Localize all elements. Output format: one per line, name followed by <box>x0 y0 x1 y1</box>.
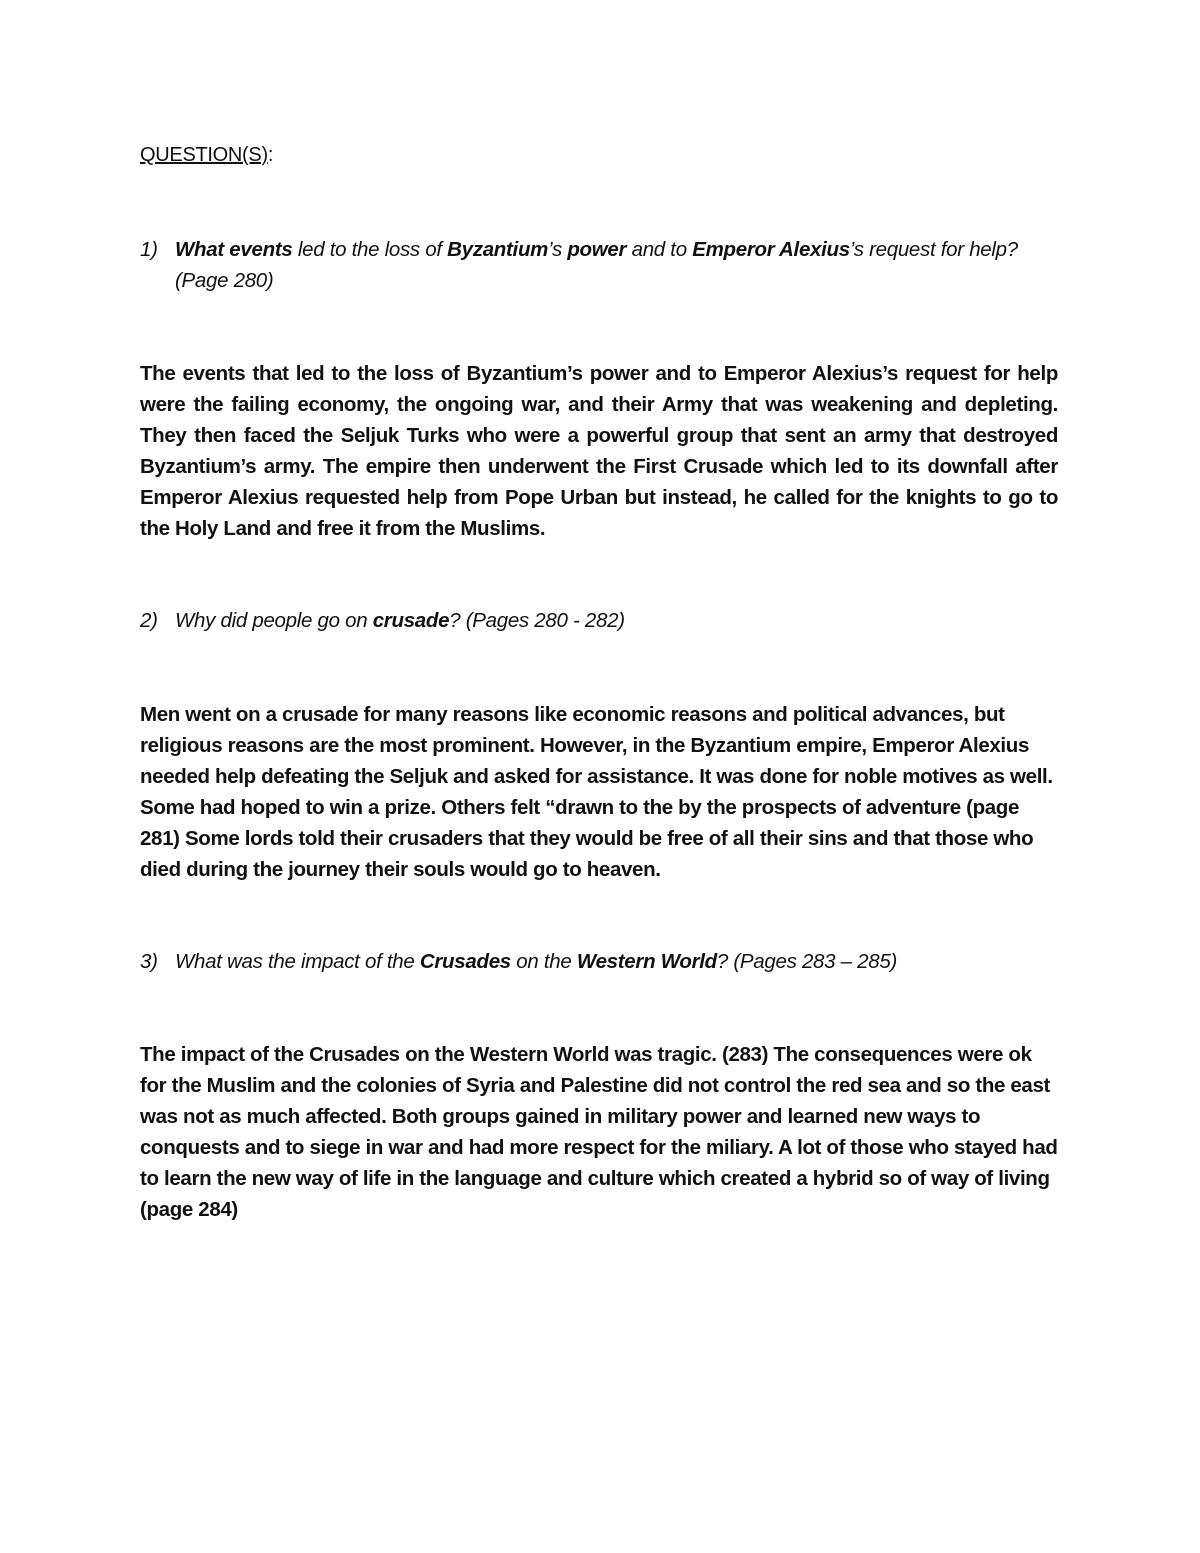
question-text-part: led to the loss of <box>292 238 448 261</box>
question-3 <box>140 946 1075 977</box>
question-text-part: and to <box>626 238 693 261</box>
answer-2: Men went on a crusade for many reasons like economic reasons and political advances, but religious reasons are the most prominent. However, in the Byzantium empire, Emperor Alexius needed help defeating the Seljuk and asked for assistance. It was done for noble motives as well. Some had hoped to win a prize. Others felt “drawn to the by the prospects of adventure (page 281) Some lords told their crusaders that they would be free of all their sins and that those who died during the journey their souls would go to heaven. <box>140 703 1053 881</box>
question-2 <box>140 605 1075 636</box>
heading-label: QUESTION(S) <box>140 144 268 166</box>
question-number: 3) <box>140 950 158 973</box>
question-text-part: What was the impact of the <box>175 950 420 973</box>
question-text-part: Emperor Alexius <box>692 238 850 261</box>
question-text-part: ? (Pages 283 – 285) <box>716 950 897 973</box>
question-number: 2) <box>140 609 158 632</box>
question-text-part: on the <box>510 950 577 973</box>
question-text-part: ’s <box>548 238 568 261</box>
heading-colon: : <box>267 144 274 166</box>
page-heading <box>140 140 1060 170</box>
question-text-part: Crusades <box>419 950 511 973</box>
question-1 <box>140 234 1075 296</box>
question-text-part: Why did people go on <box>175 609 373 632</box>
answer-1: The events that led to the loss of Byzantium’s power and to Emperor Alexius’s request for help were the failing economy, the ongoing war, and their Army that was weakening and depleting. They then faced the Seljuk Turks who were a powerful group that sent an army that destroyed Byzantium’s army. The empire then underwent the First Crusade which led to its downfall after Emperor Alexius requested help from Pope Urban but instead, he called for the knights to go to the Holy Land and free it from the Muslims. <box>140 362 1058 540</box>
question-text-part: crusade <box>372 609 450 632</box>
question-text-part: ’s request for help? (Page 280) <box>175 238 1018 292</box>
answer-3: The impact of the Crusades on the Western World was tragic. (283) The consequences were ok for the Muslim and the colonies of Syria and Palestine did not control the red sea and so the east was not as much affected. Both groups gained in military power and learned new ways to conquests and to siege in war and had more respect for the miliary. A lot of those who stayed had to learn the new way of life in the language and culture which created a hybrid so of way of living (page 284) <box>140 1043 1058 1221</box>
question-text-part: Byzantium <box>447 238 549 261</box>
question-text-part: What events <box>175 238 293 261</box>
question-text-part: ? (Pages 280 - 282) <box>449 609 625 632</box>
question-number: 1) <box>140 238 158 261</box>
question-text-part: Western World <box>576 950 717 973</box>
document-page <box>140 140 1060 1221</box>
question-text-part: power <box>567 238 627 261</box>
